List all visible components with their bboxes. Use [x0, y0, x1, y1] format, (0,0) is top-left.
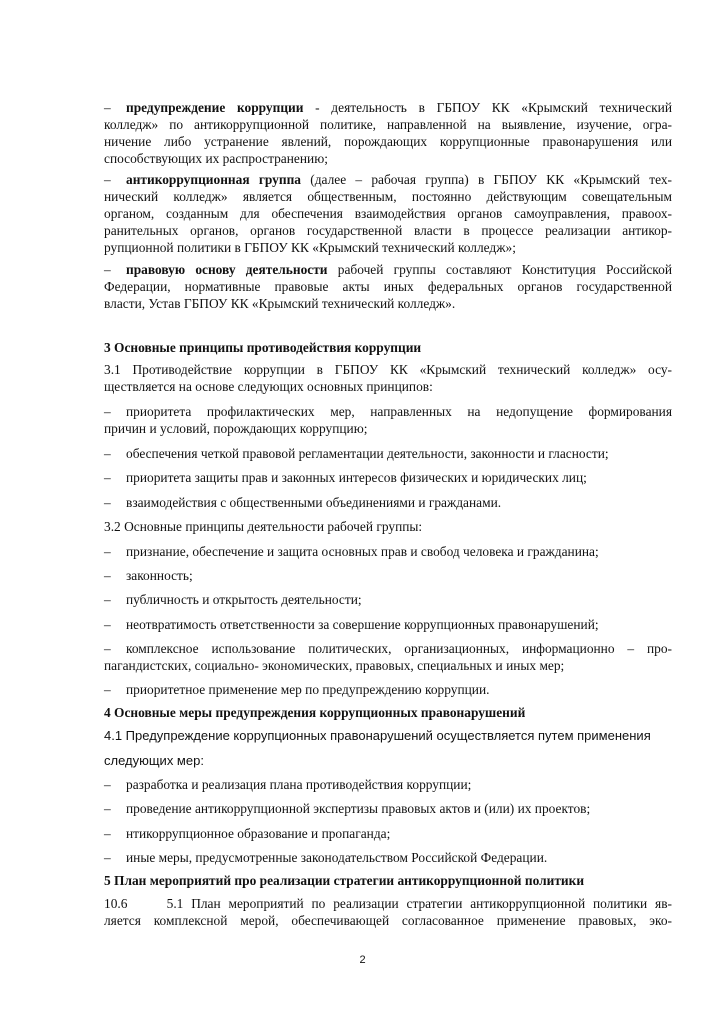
section-4-heading: 4 Основные меры предупреждения коррупционных правонарушений — [104, 705, 526, 720]
s3-item-2: – обеспечения четкой правовой регламентации деятельности, законности и гласности; — [104, 446, 609, 461]
s3-intro-line-2: ществляется на основе следующих основных принципов: — [104, 379, 433, 394]
p2-line-4: ранительных органов, органов государственной власти в процессе реализации антикор- — [104, 223, 672, 238]
p2-line-5: рупционной политики в ГБПОУ КК «Крымский технический колледж»; — [104, 240, 516, 255]
s3-principle-5-cont: пагандистских, социально- экономических, правовых, специальных и иных мер; — [104, 658, 565, 673]
s4-item-3: – нтикоррупционное образование и пропаганда; — [104, 826, 391, 841]
p3-line-3: власти, Устав ГБПОУ КК «Крымский технический колледж». — [104, 296, 456, 311]
s4-item-4: – иные меры, предусмотренные законодательством Российской Федерации. — [104, 850, 548, 865]
p2-term: антикоррупционная группа — [126, 172, 301, 187]
s4-intro-line-2: следующих мер: — [104, 753, 204, 768]
p2-line-1: – антикоррупционная группа (далее – рабочая группа) в ГБПОУ КК «Крымский тех- — [104, 172, 672, 187]
p2-line-2: нический колледж» является общественным, постоянно действующим совещательным — [104, 189, 672, 204]
s3-principle-4: – неотвратимость ответственности за совершение коррупционных правонарушений; — [104, 617, 599, 632]
p1-line-1: – предупреждение коррупции - деятельность в ГБПОУ КК «Крымский технический — [104, 100, 672, 115]
s3-principle-1: – признание, обеспечение и защита основных прав и свобод человека и гражданина; — [104, 544, 599, 559]
p1-line-3: ничение либо устранение явлений, порождающих коррупционные правонарушения или — [104, 134, 672, 149]
s3-item-1: – приоритета профилактических мер, направленных на недопущение формирования — [104, 404, 672, 419]
p3-line-2: Федерации, нормативные правовые акты иных федеральных органов государственной — [104, 279, 672, 294]
s3-sub-heading: 3.2 Основные принципы деятельности рабочей группы: — [104, 519, 423, 534]
s3-item-4: – взаимодействия с общественными объединениями и гражданами. — [104, 495, 502, 510]
section-3-heading: 3 Основные принципы противодействия коррупции — [104, 340, 422, 355]
s4-intro-line-1: 4.1 Предупреждение коррупционных правонарушений осуществляется путем применения — [104, 728, 651, 743]
page-number: 2 — [359, 954, 366, 966]
s3-intro-line-1: 3.1 Противодействие коррупции в ГБПОУ КК «Крымский технический колледж» осу- — [104, 362, 672, 377]
s5-line-1: 10.6 5.1 План мероприятий по реализации стратегии антикоррупционной политики яв- — [104, 896, 672, 911]
p3-term: правовую основу деятельности — [126, 262, 328, 277]
s4-item-2: – проведение антикоррупционной экспертизы правовых актов и (или) их проектов; — [104, 801, 591, 816]
section-5-heading: 5 План мероприятий про реализации стратегии антикоррупционной политики — [104, 873, 585, 888]
s3-principle-3: – публичность и открытость деятельности; — [104, 592, 362, 607]
p1-line-2: колледж» по антикоррупционной политике, направленной на выявление, изучение, огра- — [104, 117, 672, 132]
p3-line-1: – правовую основу деятельности рабочей группы составляют Конституция Российской — [104, 262, 672, 277]
s3-principle-2: – законность; — [104, 568, 193, 583]
s3-principle-5: – комплексное использование политических, организационных, информационно – про- — [104, 641, 672, 656]
s5-line-2: ляется комплексной мерой, обеспечивающей согласованное применение правовых, эко- — [104, 913, 672, 928]
s3-item-1-cont: причин и условий, порождающих коррупцию; — [104, 421, 368, 436]
s4-item-1: – разработка и реализация плана противодействия коррупции; — [104, 777, 472, 792]
s3-item-3: – приоритета защиты прав и законных интересов физических и юридических лиц; — [104, 470, 587, 485]
p2-line-3: органом, созданным для обеспечения взаимодействия органов самоуправления, правоох- — [104, 206, 672, 221]
p1-term: предупреждение коррупции — [126, 100, 304, 115]
p1-line-4: способствующих их распространению; — [104, 151, 328, 166]
s3-principle-6: – приоритетное применение мер по предупреждению коррупции. — [104, 682, 490, 697]
